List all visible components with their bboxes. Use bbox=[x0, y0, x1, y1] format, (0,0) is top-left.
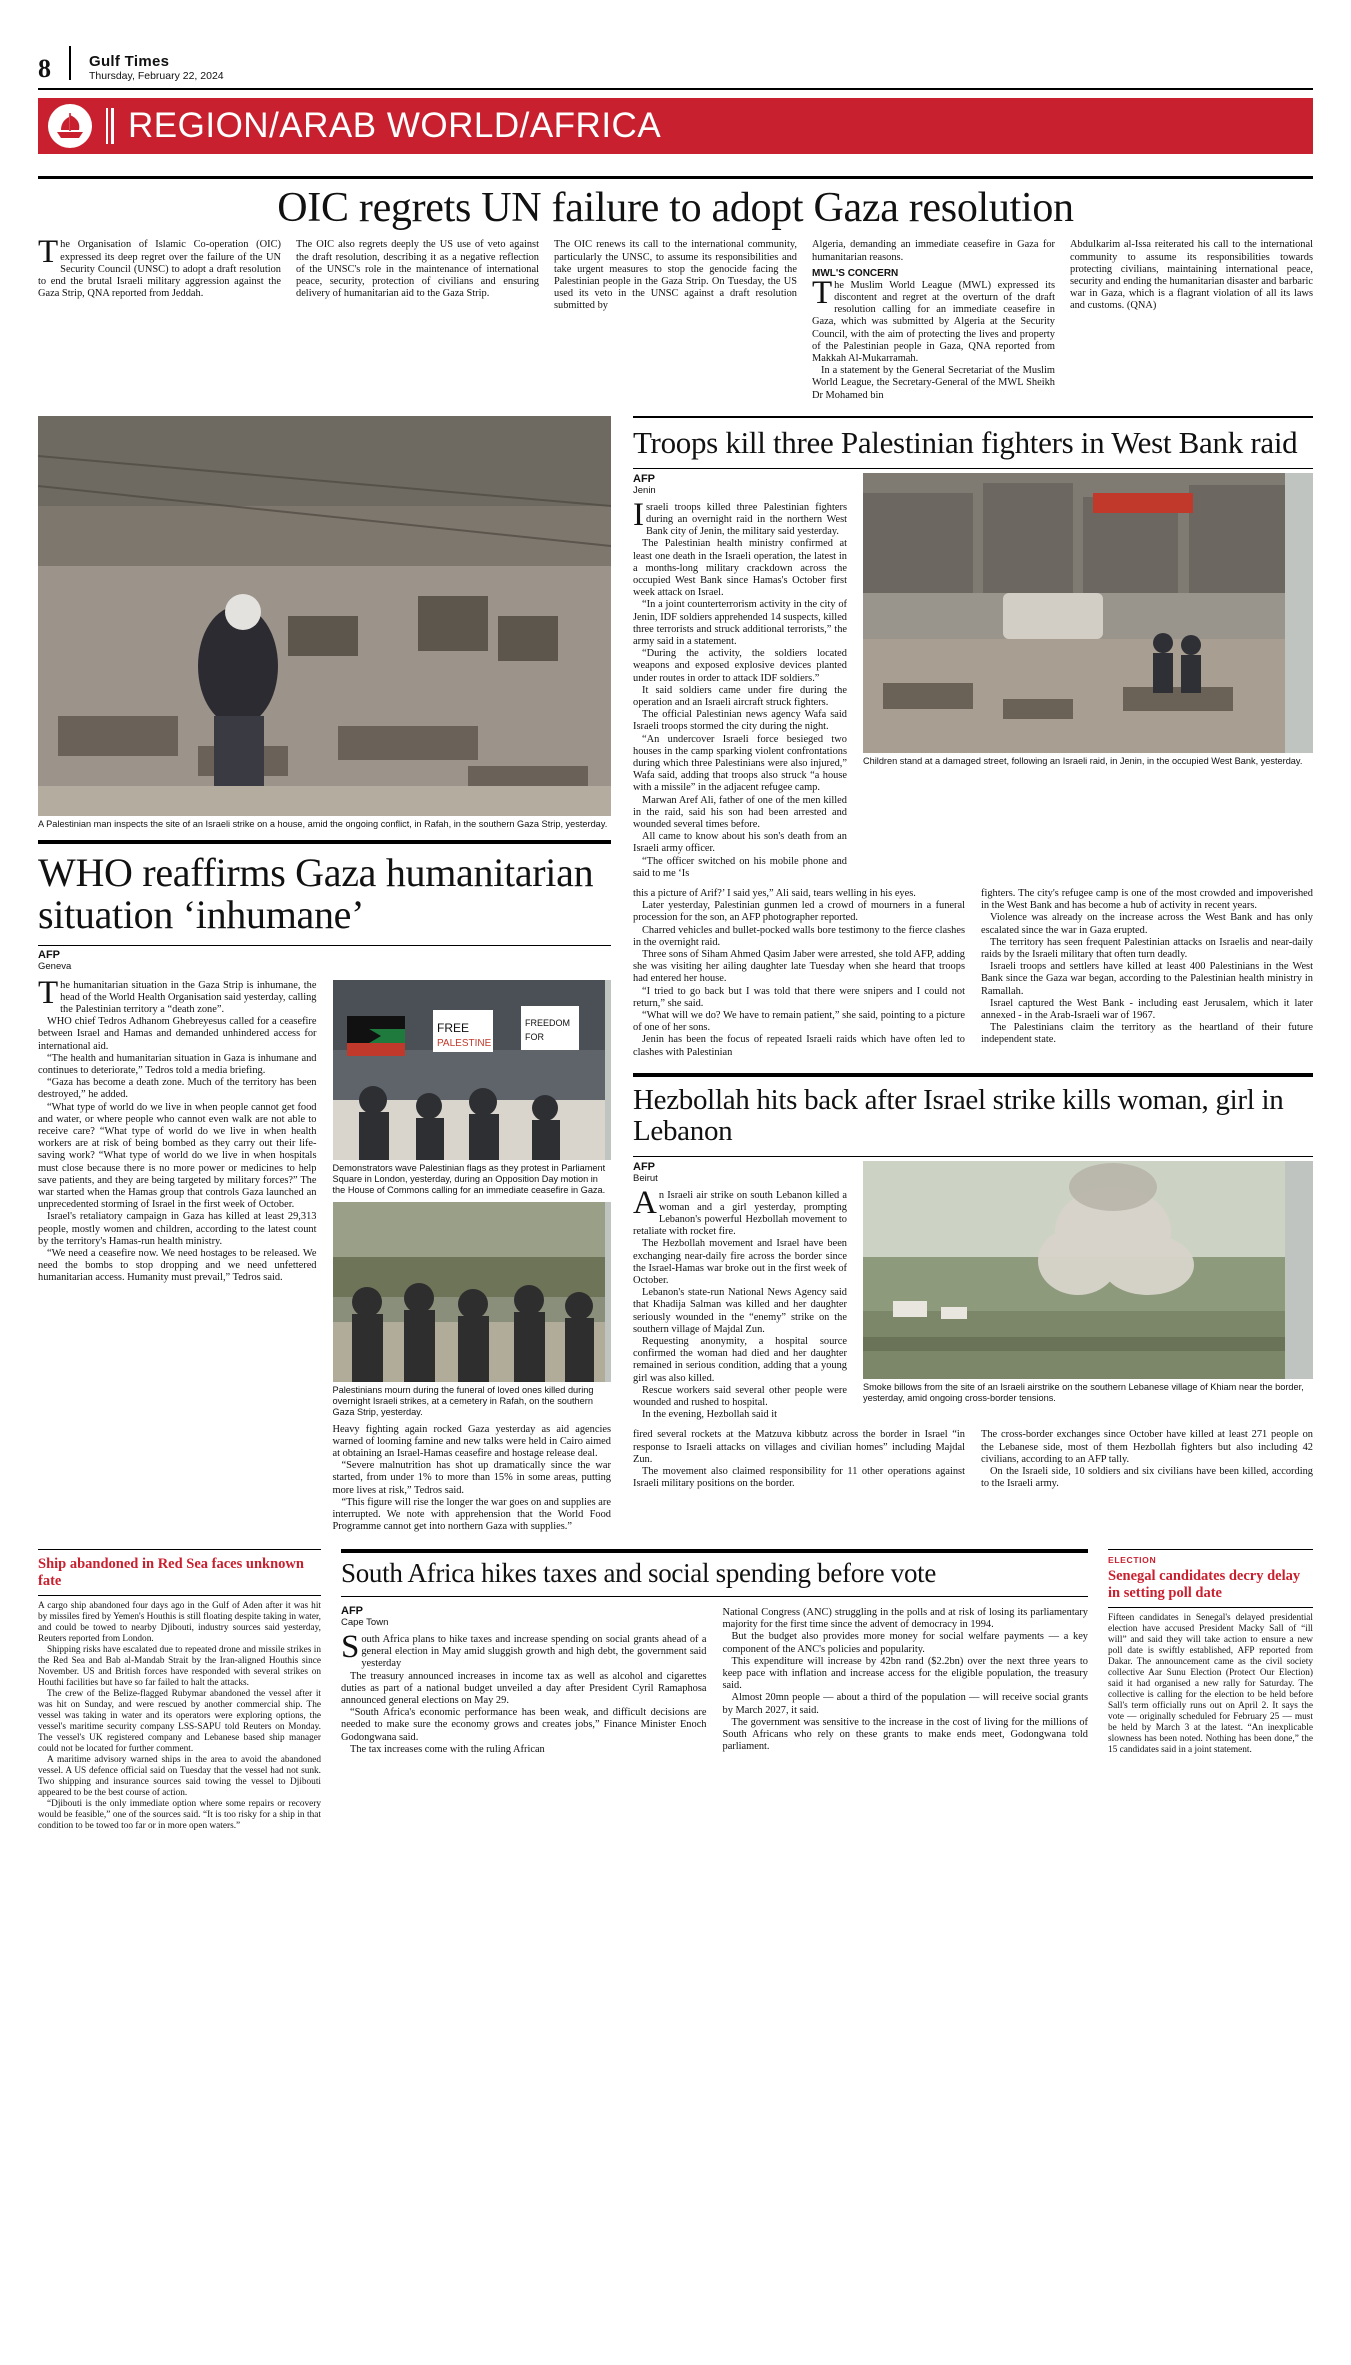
story-ship-headline: Ship abandoned in Red Sea faces unknown fate bbox=[38, 1556, 304, 1589]
story-oic bbox=[38, 176, 1313, 402]
svg-text:FOR: FOR bbox=[524, 1031, 544, 1042]
masthead bbox=[38, 0, 1313, 82]
story-troops-col-3 bbox=[981, 888, 1313, 1059]
photo-funeral-caption: Palestinians mourn during the funeral of loved ones killed during overnight Israeli strikes, at a cemetery in Rafah, on the southern Gaza Strip, yesterday. bbox=[332, 1384, 594, 1417]
paragraph: An Israeli air strike on south Lebanon killed a woman and a girl yesterday, prompting Lebanon's powerful Hezbollah movement to retaliate with rocket fire. bbox=[633, 1184, 847, 1238]
dhow-logo-icon bbox=[48, 104, 92, 148]
bottom-section bbox=[38, 1549, 1313, 1831]
paragraph: South Africa plans to hike taxes and increase spending on social grants ahead of a general election in May amid sluggish growth and high debt, the government said yesterday bbox=[341, 1629, 707, 1670]
paragraph: The territory has seen frequent Palestinian attacks on Israelis and near-daily raids by the Israeli military that often turn deadly. bbox=[981, 936, 1313, 961]
paragraph: The movement also claimed responsibility for 11 other operations against Israeli military positions on the border. bbox=[633, 1465, 965, 1490]
photo-london-protest bbox=[333, 980, 612, 1160]
story-hezbollah bbox=[633, 1073, 1313, 1491]
paragraph: The OIC also regrets deeply the US use of veto against the draft resolution, describing it as a negative reflection of the UNSC's role in the maintenance of international peace, security, protection of civilians and ensuring delivery of humanitarian aid to the Gaza Strip. bbox=[296, 239, 539, 300]
story-sa-credit: AFP bbox=[341, 1605, 363, 1618]
paragraph: The government was sensitive to the increase in the cost of living for the millions of South Africans who rely on these grants to make ends meet, Godongwana told parliament. bbox=[722, 1716, 1088, 1753]
story-hezbollah-location: Beirut bbox=[633, 1172, 658, 1184]
svg-text:FREE: FREE bbox=[436, 1020, 469, 1035]
story-hezbollah-col-1 bbox=[633, 1184, 847, 1422]
story-troops-mid-rule bbox=[633, 468, 1313, 469]
left-column bbox=[38, 416, 611, 1534]
paragraph: “Djibouti is the only immediate option where some repairs or recovery would be feasible,” one of the sources said. “It is too risky for a ship in that condition to be towed too far or in more open waters.” bbox=[38, 1798, 321, 1831]
story-sa-headline: South Africa hikes taxes and social spending before vote bbox=[341, 1558, 937, 1589]
paragraph: Shipping risks have escalated due to repeated drone and missile strikes in the Red Sea and Bab al-Mandab Strait by the Iran-aligned Houthis since November. US and British forces have responded with several strikes on Houthi facilities but have so far failed to halt the attacks. bbox=[38, 1644, 321, 1688]
paragraph: Israeli troops and settlers have killed at least 400 Palestinians in the West Bank since the Gaza war began, according to the Palestinian health ministry in Ramallah. bbox=[981, 961, 1313, 997]
story-senegal-body bbox=[1108, 1613, 1313, 1756]
paragraph: This expenditure will increase by 42bn rand ($2.2bn) over the next three years to keep pace with inflation and increase access for the eligible population, the treasury said. bbox=[722, 1655, 1088, 1692]
story-ship-body bbox=[38, 1601, 321, 1832]
paragraph: Jenin has been the focus of repeated Israeli raids which have often led to clashes with Palestinian bbox=[633, 1034, 965, 1058]
story-sa-col-2 bbox=[723, 1605, 1089, 1756]
paragraph: The cross-border exchanges since October have killed at least 271 people on the Lebanese side, most of them Hezbollah fighters but also including 42 civilians, according to an AFP tally. bbox=[981, 1429, 1313, 1465]
paragraph: The OIC renews its call to the international community, particularly the UNSC, to assume its responsibilities and take urgent measures to stop the genocide facing the Palestinian people in the Gaza Strip. On Tuesday, the US used its veto in the UNSC against a draft resolution submitted by bbox=[554, 239, 797, 312]
story-senegal-headline: Senegal candidates decry delay in setting poll date bbox=[1108, 1568, 1301, 1601]
paragraph: Israel captured the West Bank - including east Jerusalem, which it later annexed - in the Arab-Israeli war of 1967. bbox=[981, 997, 1313, 1022]
photo-london-caption: Demonstrators wave Palestinian flags as they protest in Parliament Square in London, yesterday, during an Opposition Day motion in the House of Commons calling for an immediate ceasefire in Gaza. bbox=[332, 1162, 606, 1195]
paragraph: “This figure will rise the longer the war goes on and supplies are interrupted. We note with apprehension that the World Food Programme cannot get into northern Gaza with supplies.” bbox=[332, 1496, 611, 1533]
paragraph: “The officer switched on his mobile phone and said to me ‘Is bbox=[633, 855, 847, 879]
paragraph: Abdulkarim al-Issa reiterated his call to the international community to assume its responsibilities towards protecting civilians, maintaining international peace, security and ending the humanitarian disaster and barbaric war in Gaza, which is a flagrant violation of all its laws and customs. (QNA) bbox=[1070, 239, 1313, 312]
story-who-location: Geneva bbox=[38, 960, 72, 972]
story-troops-credit: AFP bbox=[633, 472, 655, 485]
paragraph: The Hezbollah movement and Israel have been exchanging near-daily fire across the border since the Israel-Hamas war broke out in the first week of October. bbox=[633, 1238, 847, 1286]
photo-rafah-caption: A Palestinian man inspects the site of an Israeli strike on a house, amid the ongoing conflict, in Rafah, in the southern Gaza Strip, yesterday. bbox=[38, 818, 608, 829]
photo-khiam-strike bbox=[863, 1161, 1313, 1379]
photo-jenin-caption: Children stand at a damaged street, following an Israeli raid, in Jenin, in the occupied West Bank, yesterday. bbox=[863, 755, 1303, 766]
story-troops-col-2 bbox=[633, 888, 965, 1059]
svg-text:FREEDOM: FREEDOM bbox=[524, 1017, 570, 1028]
paragraph: “I tried to go back but I was told that there were snipers and I could not return,” she said. bbox=[633, 985, 965, 1009]
paragraph: Requesting anonymity, a hospital source confirmed the woman had died and her daughter remained in serious condition, adding that a young girl was also killed. bbox=[633, 1335, 847, 1384]
masthead-divider bbox=[69, 46, 71, 80]
story-who-photos bbox=[333, 980, 612, 1534]
paragraph: In a statement by the General Secretariat of the Muslim World League, the Secretary-General of the MWL Sheikh Dr Mohamed bin bbox=[812, 365, 1055, 401]
paragraph: Almost 20mn people — about a third of the population — will receive social grants by March 2027, it said. bbox=[722, 1692, 1088, 1716]
story-hezbollah-credit: AFP bbox=[633, 1160, 655, 1173]
paragraph: The Organisation of Islamic Co-operation (OIC) expressed its deep regret over the failure of the UN Security Council (UNSC) to adopt a draft resolution to end the brutal Israeli military aggression against the Gaza Strip, QNA reported from Jeddah. bbox=[38, 234, 281, 300]
story-oic-columns bbox=[38, 234, 1313, 401]
story-oic-col-2 bbox=[296, 239, 539, 401]
story-hezbollah-col-3 bbox=[981, 1429, 1313, 1490]
story-troops-headline: Troops kill three Palestinian fighters in West Bank raid bbox=[633, 425, 1298, 461]
story-senegal bbox=[1108, 1549, 1313, 1831]
paragraph: “What will we do? We have to remain patient,” she said, pointing to a picture of one of her sons. bbox=[633, 1010, 965, 1034]
story-senegal-mid-rule bbox=[1108, 1607, 1313, 1608]
story-who-credit: AFP bbox=[38, 948, 60, 961]
paragraph: “The health and humanitarian situation in Gaza is inhumane and continues to deteriorate,” Tedros told a media briefing. bbox=[38, 1052, 317, 1076]
paragraph: The tax increases come with the ruling African bbox=[350, 1743, 545, 1755]
paragraph: Lebanon's state-run National News Agency said that Khadija Salman was killed and her daughter seriously wounded in the “enemy” strike on the southern village of Majdal Zun. bbox=[633, 1287, 847, 1335]
paragraph: All came to know about his son's death from an Israeli army officer. bbox=[633, 831, 847, 855]
paragraph: “Gaza has become a death zone. Much of the territory has been destroyed,” he added. bbox=[38, 1077, 317, 1101]
banner-bars bbox=[106, 108, 114, 144]
paragraph: “We need a ceasefire now. We need hostages to be released. We need the bombs to stop dropping and we need unfettered humanitarian access. Humanity must prevail,” Tedros said. bbox=[38, 1248, 317, 1284]
masthead-rule bbox=[38, 88, 1313, 90]
paragraph: On the Israeli side, 10 soldiers and six civilians have been killed, according to the Israeli army. bbox=[981, 1465, 1313, 1490]
story-senegal-kicker: ELECTION bbox=[1108, 1555, 1157, 1566]
section-banner bbox=[38, 98, 1313, 154]
publication-date: Thursday, February 22, 2024 bbox=[89, 69, 224, 82]
paragraph: Heavy fighting again rocked Gaza yesterday as aid agencies warned of looming famine and new talks were held in Cairo aimed at obtaining an Israel-Hamas ceasefire and hostage release deal. bbox=[332, 1423, 611, 1459]
paragraph: But the budget also provides more money for social welfare payments — a key component of the ANC's policies and popularity. bbox=[722, 1631, 1088, 1655]
paragraph: Israel's retaliatory campaign in Gaza has killed at least 29,313 people, mostly women and children, according to the latest count by the territory's Hamas-run health ministry. bbox=[38, 1211, 317, 1247]
paragraph: The official Palestinian news agency Wafa said Israeli troops stormed the city during the night. bbox=[633, 709, 847, 733]
paragraph: “South Africa's economic performance has been weak, and difficult decisions are needed to make sure the economy grows and creates jobs,” Finance Minister Enoch Godongwana said. bbox=[341, 1707, 707, 1743]
story-oic-col-3 bbox=[554, 239, 797, 401]
paragraph: fired several rockets at the Matzuva kibbutz across the border in Israel “in response to Israeli attacks on villages and civilian homes” including Majdal Zun. bbox=[633, 1429, 965, 1465]
paragraph: this a picture of Arif?’ I said yes,” Ali said, tears welling in his eyes. bbox=[633, 888, 916, 900]
story-troops bbox=[633, 416, 1313, 1059]
paragraph: Fifteen candidates in Senegal's delayed presidential election have accused President Macky Sall of “ill will” and said they will take action to ensure a new poll date is swiftly established, AFP reported from Dakar. The announcement came as the civil society collective Aar Sunu Election (Protect Our Election) said it had organised a new rally for Saturday. The collective is calling for the election to be held before Sall's term officially runs out on April 2. It says the vote — originally scheduled for February 25 — must be held by March 3 at the latest. “An inexplicable slowness has been noted. Nothing has been done,” the 15 candidates said in a joint statement. bbox=[1108, 1612, 1313, 1755]
paragraph: Israeli troops killed three Palestinian fighters during an overnight raid in the northern West Bank city of Jenin, the military said yesterday. bbox=[633, 496, 847, 538]
paragraph: The Muslim World League (MWL) expressed its discontent and regret at the overturn of the draft resolution calling for an immediate ceasefire in Gaza, which was submitted by Algeria at the Security Council, with the aim of protecting the lives and property of the Palestinian people in Gaza, QNA reported from Makkah Al-Mukarramah. bbox=[812, 274, 1055, 364]
story-who-mid-rule bbox=[38, 945, 611, 946]
photo-khiam-caption: Smoke billows from the site of an Israeli airstrike on the southern Lebanese village of Khiam near the border, yesterday, amid ongoing cross-border tensions. bbox=[863, 1381, 1304, 1403]
paragraph: The humanitarian situation in the Gaza Strip is inhumane, the head of the World Health Organisation said yesterday, calling the Palestinian territory a “death zone”. bbox=[38, 974, 317, 1015]
paragraph: Charred vehicles and bullet-pocked walls bore testimony to the fierce clashes in the overnight raid. bbox=[633, 924, 965, 948]
story-who-columns bbox=[38, 974, 611, 1534]
story-oic-col-5 bbox=[1070, 239, 1313, 401]
paragraph: Violence was already on the increase across the West Bank and has only escalated since the war in Gaza erupted. bbox=[981, 912, 1313, 936]
story-troops-location: Jenin bbox=[633, 484, 656, 496]
photo-rafah bbox=[38, 416, 611, 816]
photo-jenin bbox=[863, 473, 1313, 753]
story-who-col-1 bbox=[38, 974, 317, 1534]
page-number: 8 bbox=[38, 54, 51, 83]
story-hezbollah-col-2 bbox=[633, 1429, 965, 1490]
paragraph: The Palestinians claim the territory as the heartland of their future independent state. bbox=[981, 1022, 1313, 1046]
story-hezbollah-mid-rule bbox=[633, 1156, 1313, 1157]
paragraph: Marwan Aref Ali, father of one of the men killed in the raid, said his son had been arrested and wounded several times before. bbox=[633, 794, 847, 831]
paragraph: The crew of the Belize-flagged Rubymar abandoned the vessel after it was hit on Sunday, and were rescued by another commercial ship. The vessel was taking in water and its operators were exploring options, the vessel's maritime security company LSS-SAPU told Reuters on Monday. The vessel's UK registered company and Lebanese based ship manager could not be located for further comment. bbox=[38, 1688, 321, 1754]
story-ship-mid-rule bbox=[38, 1595, 321, 1596]
story-hezbollah-headline: Hezbollah hits back after Israel strike kills woman, girl in Lebanon bbox=[633, 1083, 1284, 1148]
paragraph: Algeria, demanding an immediate ceasefire in Gaza for humanitarian reasons. bbox=[812, 239, 1055, 263]
story-sa-location: Cape Town bbox=[341, 1617, 389, 1629]
paragraph: A cargo ship abandoned four days ago in the Gulf of Aden after it was hit by missiles fired by Yemen's Houthis is still floating despite taking in water, and could be towed to nearby Djibouti, industry sources said yesterday, Reuters reported from London. bbox=[38, 1600, 321, 1644]
paragraph: Later yesterday, Palestinian gunmen led a crowd of mourners in a funeral procession for the son, an AFP photographer reported. bbox=[633, 900, 965, 924]
paragraph: WHO chief Tedros Adhanom Ghebreyesus called for a ceasefire between Israel and Hamas and demanded unhindered access for international aid. bbox=[38, 1016, 317, 1052]
story-oic-headline: OIC regrets UN failure to adopt Gaza resolution bbox=[277, 184, 1074, 231]
paragraph: “What type of world do we live in when people cannot get food and water, or where people who cannot even walk are not able to receive care? “What type of world do we live in when health workers are at risk of being bombed as they carry out their life-saving work? “What type of world do we live in when hospitals must close because there is no more power or medicines to help save patients, and they are being targeted by military forces?” The war started when the Hamas group that controls Gaza launched an unprecedented storming of Israel in the first week of October. bbox=[38, 1101, 317, 1211]
paragraph: “During the activity, the soldiers located weapons and exposed explosive devices planted under routes in order to attack IDF soldiers.” bbox=[633, 648, 847, 684]
photo-funeral bbox=[333, 1202, 612, 1382]
paragraph: “An undercover Israeli force besieged two houses in the camp sparking violent confrontations during which three Palestinians were also injured,” Wafa said, adding that troops also struck “a house with a missile” in the adjacent refugee camp. bbox=[633, 733, 847, 794]
publication-title: Gulf Times bbox=[89, 52, 170, 70]
paragraph: Three sons of Siham Ahmed Qasim Jaber were arrested, she told AFP, adding she was visiting her ailing daughter late Tuesday when she heard that troops had entered her house. bbox=[633, 949, 965, 985]
subheading: MWL'S CONCERN bbox=[812, 267, 899, 279]
mid-section bbox=[38, 416, 1313, 1534]
story-sa-mid-rule bbox=[341, 1596, 1088, 1597]
story-who-headline: WHO reaffirms Gaza humanitarian situation ‘inhumane’ bbox=[38, 849, 594, 938]
story-who-col-2 bbox=[333, 1424, 612, 1534]
right-column bbox=[633, 416, 1313, 1534]
svg-text:PALESTINE: PALESTINE bbox=[436, 1037, 491, 1049]
story-oic-col-4 bbox=[812, 239, 1055, 401]
paragraph: The treasury announced increases in income tax as well as alcohol and cigarettes duties as part of a national budget unveiled a day after President Cyril Ramaphosa announced general elections on May 29. bbox=[341, 1670, 707, 1707]
story-sa-col-1 bbox=[341, 1629, 707, 1756]
paragraph: It said soldiers came under fire during the operation and an Israeli aircraft struck fighters. bbox=[633, 684, 847, 708]
paragraph: The Palestinian health ministry confirmed at least one death in the Israeli operation, the latest in a months-long military crackdown across the occupied West Bank since Hamas's October first week attack on Israel. bbox=[633, 538, 847, 599]
paragraph: fighters. The city's refugee camp is one of the most crowded and impoverished in the West Bank and has become a hub of activity in recent years. bbox=[981, 888, 1313, 912]
section-title: REGION/ARAB WORLD/AFRICA bbox=[128, 106, 662, 145]
paragraph: Rescue workers said several other people were wounded and rushed to hospital. bbox=[633, 1384, 847, 1408]
story-ship bbox=[38, 1549, 321, 1831]
paragraph: A maritime advisory warned ships in the area to avoid the abandoned vessel. A US defence official said on Tuesday that the vessel had not sunk. Two shipping and insurance sources said towing the vessel to Djibouti appeared to be the best course of action. bbox=[38, 1754, 321, 1798]
paragraph: “In a joint counterterrorism activity in the city of Jenin, IDF soldiers apprehended 14 suspects, killed three terrorists and struck additional terrorists,” the army said in a statement. bbox=[633, 599, 847, 647]
paragraph: In the evening, Hezbollah said it bbox=[642, 1409, 778, 1421]
story-south-africa bbox=[341, 1549, 1088, 1831]
story-who bbox=[38, 840, 611, 1534]
paragraph: National Congress (ANC) struggling in the polls and at risk of losing its parliamentary majority for the first time since the advent of democracy in 1994. bbox=[722, 1607, 1088, 1631]
story-troops-col-1 bbox=[633, 496, 847, 880]
paragraph: “Severe malnutrition has shot up dramatically since the war started, from under 1% to more than 15% in some areas, putting more lives at risk,” Tedros said. bbox=[332, 1460, 611, 1496]
story-oic-col-1 bbox=[38, 234, 281, 401]
